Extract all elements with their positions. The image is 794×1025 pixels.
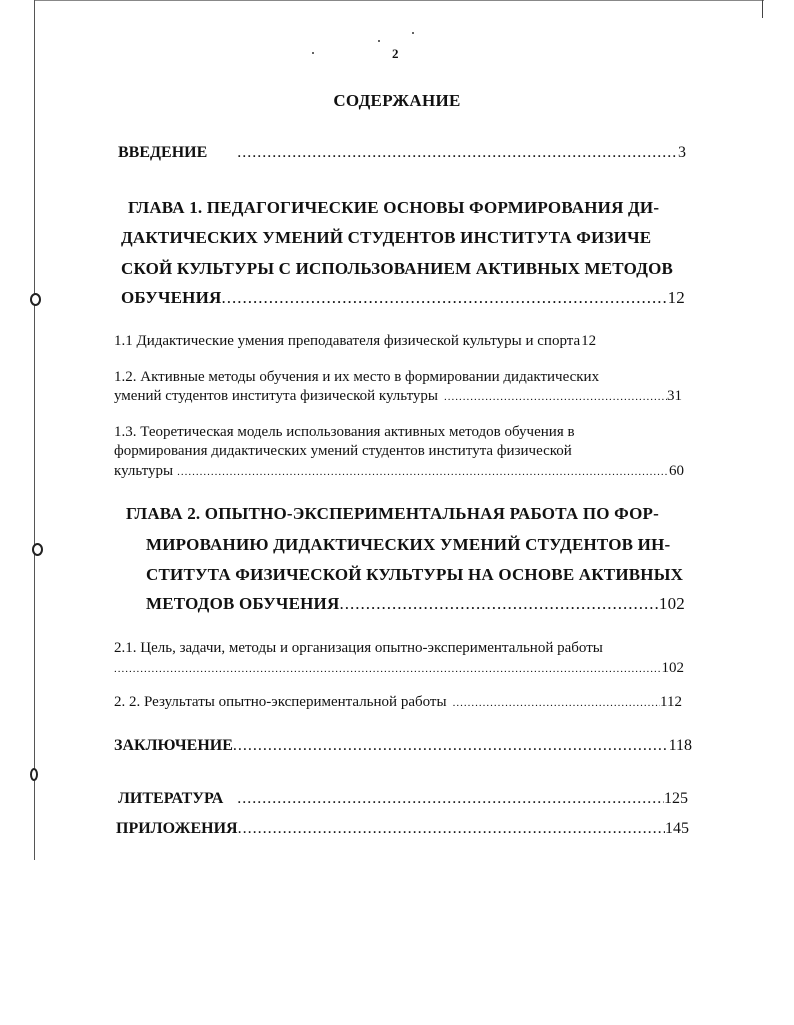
toc-label: 1.1 Дидактические умения преподавателя физической культуры и спорта <box>114 333 581 349</box>
toc-page: 125 <box>664 790 688 807</box>
binder-hole-icon <box>32 543 43 556</box>
chapter2-line1: ГЛАВА 2. ОПЫТНО-ЭКСПЕРИМЕНТАЛЬНАЯ РАБОТА ПО ФОР- <box>126 504 659 523</box>
toc-label: умений студентов института физической культуры <box>114 388 439 404</box>
toc-entry-literature <box>118 790 688 808</box>
leader-dots <box>233 737 669 755</box>
toc-entry-section-2-1 <box>114 660 684 677</box>
page-title: СОДЕРЖАНИЕ <box>333 91 461 110</box>
toc-page: 12 <box>667 288 685 307</box>
section-2-1-line1: 2.1. Цель, задачи, методы и организация опытно-экспериментальной работы <box>114 640 603 656</box>
chapter1-line2: ДАКТИЧЕСКИХ УМЕНИЙ СТУДЕНТОВ ИНСТИТУТА ФИЗИЧЕ <box>121 228 652 247</box>
toc-entry-section-1-3 <box>114 463 684 480</box>
toc-label: ЛИТЕРАТУРА <box>118 790 224 807</box>
toc-label: культуры <box>114 463 174 479</box>
binder-hole-icon <box>30 768 38 781</box>
leader-dots <box>237 144 678 162</box>
toc-entry-intro <box>118 144 686 162</box>
toc-label: ЗАКЛЮЧЕНИЕ <box>114 737 233 754</box>
toc-page: 31 <box>667 388 682 404</box>
toc-entry-section-1-1 <box>114 333 688 350</box>
toc-label: 2. 2. Результаты опытно-экспериментальной работы <box>114 694 447 710</box>
leader-dots <box>177 466 669 478</box>
toc-page: 3 <box>678 144 686 161</box>
section-1-2-line1: 1.2. Активные методы обучения и их место в формировании дидактических <box>114 369 600 385</box>
chapter1-line3: СКОЙ КУЛЬТУРЫ С ИСПОЛЬЗОВАНИЕМ АКТИВНЫХ МЕТОДОВ <box>121 259 674 278</box>
toc-label: МЕТОДОВ ОБУЧЕНИЯ <box>146 594 340 613</box>
toc-page: 102 <box>658 594 685 613</box>
toc-label: ВВЕДЕНИЕ <box>118 144 208 161</box>
chapter1-line1: ГЛАВА 1. ПЕДАГОГИЧЕСКИЕ ОСНОВЫ ФОРМИРОВАНИЯ ДИ- <box>128 198 660 217</box>
toc-entry-chapter1 <box>121 288 685 308</box>
scan-edge-right <box>762 0 763 18</box>
chapter2-line3: СТИТУТА ФИЗИЧЕСКОЙ КУЛЬТУРЫ НА ОСНОВЕ АКТИВНЫХ <box>146 565 684 584</box>
page-number: 2 <box>392 46 399 61</box>
toc-entry-conclusion <box>114 737 692 755</box>
leader-dots <box>221 288 667 308</box>
toc-page: 112 <box>660 694 682 710</box>
toc-label: ОБУЧЕНИЯ <box>121 288 222 307</box>
scan-speck <box>312 52 314 54</box>
toc-label: ПРИЛОЖЕНИЯ <box>116 820 238 837</box>
toc-entry-section-1-2 <box>114 388 682 405</box>
scan-edge-top <box>34 0 764 1</box>
binder-hole-icon <box>30 293 41 306</box>
scan-speck <box>378 40 380 42</box>
toc-page: 118 <box>668 737 692 754</box>
toc-page: 145 <box>665 820 689 837</box>
toc-entry-appendices <box>116 820 689 838</box>
leader-dots <box>453 697 660 709</box>
toc-page: 102 <box>661 660 684 676</box>
scan-speck <box>412 32 414 34</box>
section-1-3-line1: 1.3. Теоретическая модель использования активных методов обучения в <box>114 424 575 440</box>
leader-dots <box>114 663 662 675</box>
leader-dots <box>237 790 664 808</box>
leader-dots <box>238 820 665 838</box>
section-1-3-line2: формирования дидактических умений студентов института физической <box>114 443 572 459</box>
leader-dots <box>444 391 667 403</box>
toc-entry-chapter2 <box>146 594 685 614</box>
scan-edge-left <box>34 0 35 860</box>
toc-page: 60 <box>669 463 684 479</box>
leader-dots <box>339 594 658 614</box>
toc-entry-section-2-2 <box>114 694 682 711</box>
chapter2-line2: МИРОВАНИЮ ДИДАКТИЧЕСКИХ УМЕНИЙ СТУДЕНТОВ ИН- <box>146 535 671 554</box>
toc-page: 12 <box>581 333 597 349</box>
